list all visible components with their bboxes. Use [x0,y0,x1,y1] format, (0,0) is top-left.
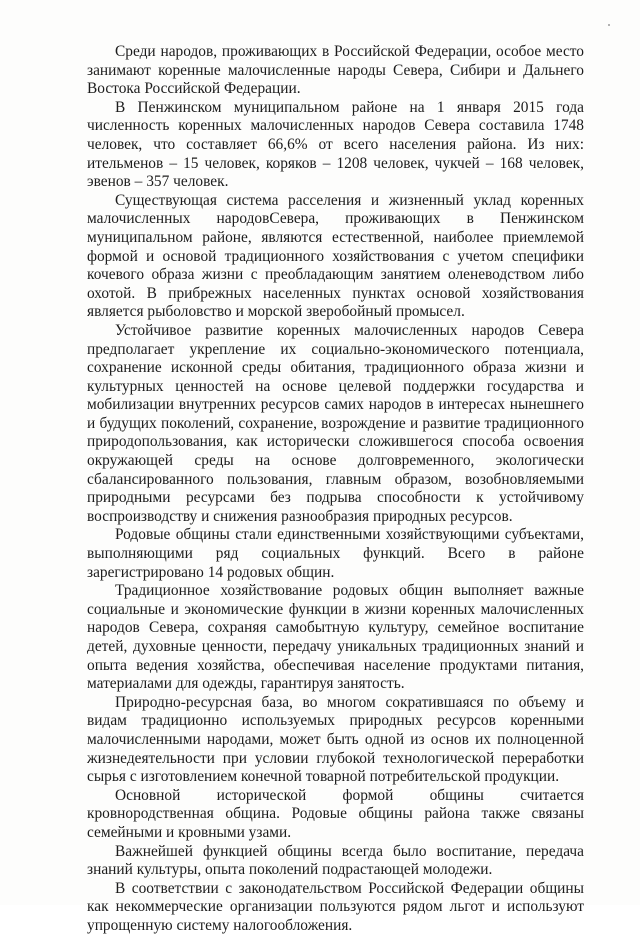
paragraph: Природно-ресурсная база, во многом сократившаяся по объему и видам традиционно используемых природных ресурсов коренными малочисленными народами, может быть одной из основ их полноценной жизнедеятельности при условии глубокой технологической переработки сырья с изготовлением конечной товарной потребительской продукции. [87,693,584,786]
paragraph: Существующая система расселения и жизненный уклад коренных малочисленных народовСевера, проживающих в Пенжинском муниципальном районе, являются естественной, наиболее приемлемой формой и основой традиционного хозяйствования с учетом специфики кочевого образа жизни с преобладающим занятием оленеводством либо охотой. В прибрежных населенных пунктах основой хозяйствования является рыболовство и морской зверобойный промысел. [87,191,584,321]
paragraph: Важнейшей функцией общины всегда было воспитание, передача знаний культуры, опыта поколений подрастающей молодежи. [87,842,584,879]
paragraph: Родовые общины стали единственными хозяйствующими субъектами, выполняющими ряд социальных функций. Всего в районе зарегистрировано 14 родовых общин. [87,526,584,581]
paragraph: Устойчивое развитие коренных малочисленных народов Севера предполагает укрепление их социально-экономического потенциала, сохранение исконной среды обитания, традиционного образа жизни и культурных ценностей на основе целевой поддержки государства и мобилизации внутренних ресурсов самих народов в интересах нынешнего и будущих поколений, сохранение, возрождение и развитие традиционного природопользования, как исторически сложившегося способа освоения окружающей среды на основе долговременного, экологически сбалансированного пользования, главным образом, возобновляемыми природными ресурсами без подрыва способности к устойчивому воспроизводству и снижения разнообразия природных ресурсов. [87,321,584,525]
scan-speck [608,24,610,26]
paragraph: В соответствии с законодательством Российской Федерации общины как некоммерческие организации пользуются рядом льгот и используют упрощенную систему налогообложения. [87,879,584,934]
paragraph: Основной исторической формой общины считается кровнородственная община. Родовые общины района также связаны семейными и кровными узами. [87,786,584,841]
paragraph: Традиционное хозяйствование родовых общин выполняет важные социальные и экономические функции в жизни коренных малочисленных народов Севера, сохраняя самобытную культуру, семейное воспитание детей, духовные ценности, передачу уникальных традиционных знаний и опыта ведения хозяйства, обеспечивая население продуктами питания, материалами для одежды, гарантируя занятость. [87,582,584,693]
paragraph: Среди народов, проживающих в Российской Федерации, особое место занимают коренные малочисленные народы Севера, Сибири и Дальнего Востока Российской Федерации. [87,43,584,98]
document-body [87,43,584,936]
paragraph: В Пенжинском муниципальном районе на 1 января 2015 года численность коренных малочисленных народов Севера составила 1748 человек, что составляет 66,6% от всего населения района. Из них: ительменов – 15 человек, коряков – 1208 человек, чукчей – 168 человек, эвенов – 357 человек. [87,98,584,191]
